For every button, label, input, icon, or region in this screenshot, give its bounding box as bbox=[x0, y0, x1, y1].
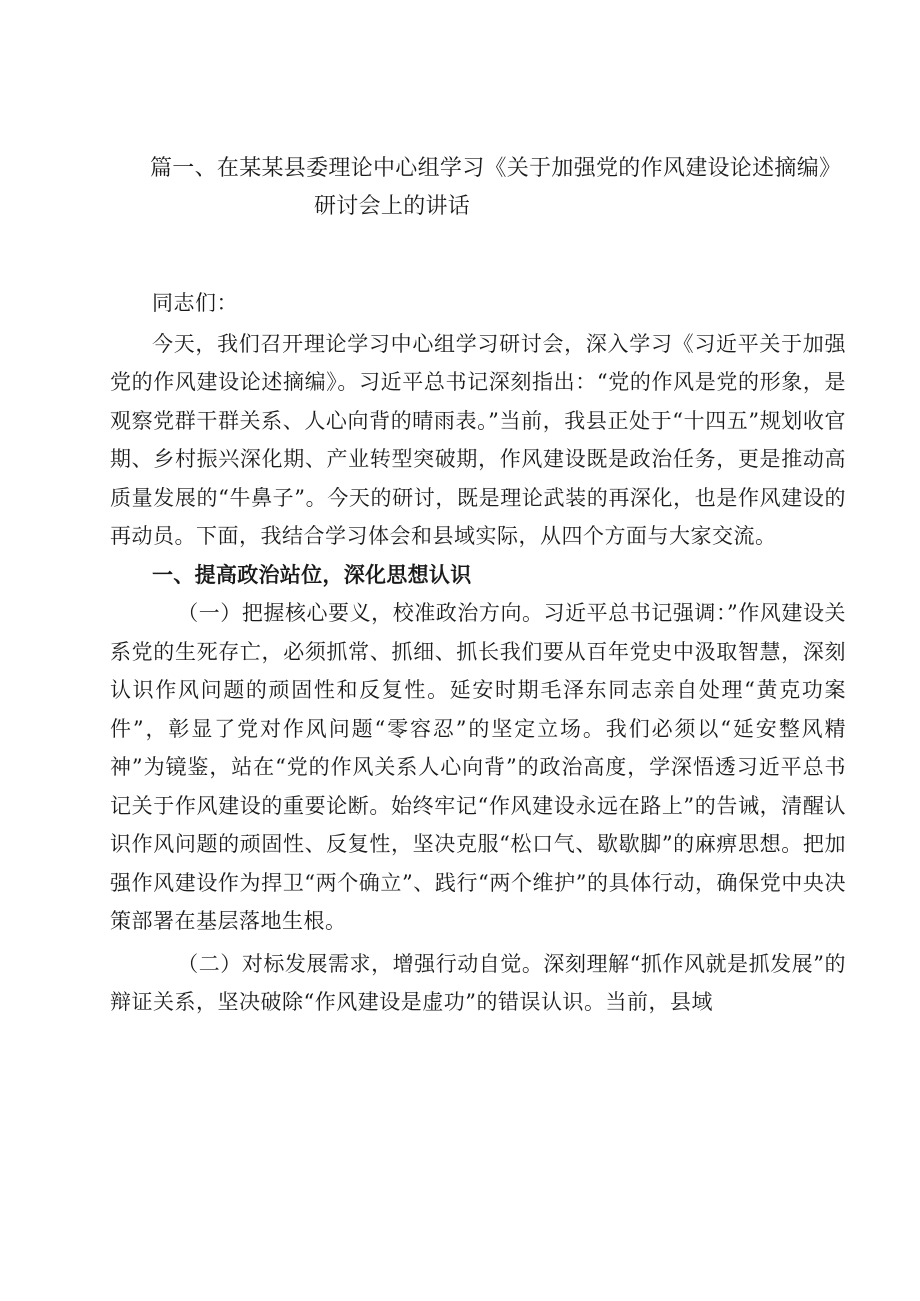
title-line-2: 研讨会上的讲话 bbox=[314, 194, 471, 219]
section-1-paragraph-1: （一）把握核心要义，校准政治方向。习近平总书记强调：”作风建设关系党的生死存亡，必须抓常、抓细、抓长我们要从百年党史中汲取智慧，深刻认识作风问题的顽固性和反复性。延安时期毛泽东同志亲自处理“黄克功案件”，彰显了党对作风问题“零容忍”的坚定立场。我们必须以“延安整风精神”为镜鉴，站在“党的作风关系人心向背”的政治高度，学深悟透习近平总书记关于作风建设的重要论断。始终牢记“作风建设永远在路上”的告诫，清醒认识作风问题的顽固性、反复性，坚决克服“松口气、歇歇脚”的麻痹思想。把加强作风建设作为捍卫“两个确立”、践行“两个维护”的具体行动，确保党中央决策部署在基层落地生根。 bbox=[110, 601, 846, 933]
greeting: 同志们： bbox=[152, 291, 238, 315]
intro-paragraph: 今天，我们召开理论学习中心组学习研讨会，深入学习《习近平关于加强党的作风建设论述摘编》。习近平总书记深刻指出：“党的作风是党的形象，是观察党群干群关系、人心向背的晴雨表。”当前，我县正处于“十四五”规划收官期、乡村振兴深化期、产业转型突破期，作风建设既是政治任务，更是推动高质量发展的“牛鼻子”。今天的研讨，既是理论武装的再深化，也是作风建设的再动员。下面，我结合学习体会和县域实际，从四个方面与大家交流。 bbox=[110, 331, 846, 548]
section-1-heading: 一、提高政治站位，深化思想认识 bbox=[152, 562, 472, 587]
document-body bbox=[110, 284, 846, 1022]
title-line-1: 篇一、在某某县委理论中心组学习《关于加强党的作风建设论述摘编》 bbox=[150, 156, 842, 181]
document-title bbox=[150, 150, 890, 226]
section-1-paragraph-2: （二）对标发展需求，增强行动自觉。深刻理解“抓作风就是抓发展”的辩证关系，坚决破除“作风建设是虚功”的错误认识。当前，县域 bbox=[110, 951, 846, 1014]
